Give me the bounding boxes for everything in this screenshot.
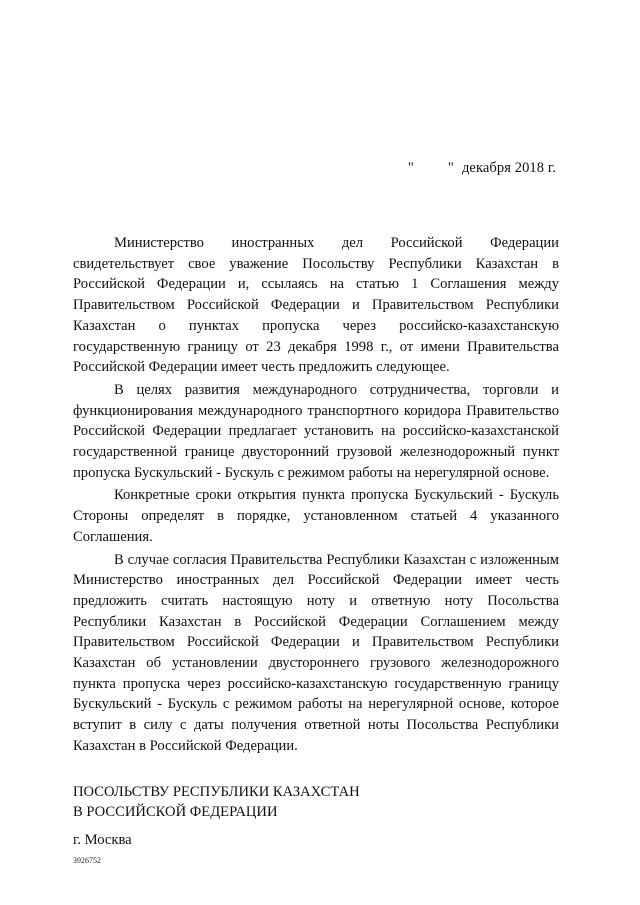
- letter-body: [73, 233, 559, 757]
- paragraph-2: В целях развития международного сотрудничества, торговли и функционирования международного транспортного коридора Правительство Российской Федерации предлагает установить на российско-казахстанской государственной границе двусторонний грузовой железнодорожный пункт пропуска Бускульский - Бускуль с режимом работы на нерегулярной основе.: [73, 381, 559, 481]
- date-quote-close: ": [447, 160, 454, 176]
- addressee-block: [73, 782, 360, 822]
- paragraph-4: В случае согласия Правительства Республики Казахстан с изложенным Министерство иностранных дел Российской Федерации имеет честь предложить считать настоящую ноту и ответную ноту Посольства Республики Казахстан в Российской Федерации Соглашением между Правительством Российской Федерации и Правительством Республики Казахстан об установлении двустороннего грузового железнодорожного пункта пропуска через российско-казахстанскую государственную границу Бускульский - Бускуль с режимом работы на нерегулярной основе, которое вступит в силу с даты получения ответной ноты Посольства Республики Казахстан в Российской Федерации.: [73, 551, 559, 754]
- paragraph-3: Конкретные сроки открытия пункта пропуска Бускульский - Бускуль Стороны определят в порядке, установленном статьей 4 указанного Соглашения.: [73, 487, 559, 545]
- date-quote-open: ": [407, 160, 414, 176]
- addressee-line-1: ПОСОЛЬСТВУ РЕСПУБЛИКИ КАЗАХСТАН: [73, 784, 360, 800]
- document-number: 3926752: [73, 856, 101, 865]
- city-label: г. Москва: [73, 832, 132, 848]
- paragraph-1: Министерство иностранных дел Российской Федерации свидетельствует свое уважение Посольству Республики Казахстан в Российской Федерации и, ссылаясь на статью 1 Соглашения между Правительством Российской Федерации и Правительством Республики Казахстан о пунктах пропуска через российско-казахстанскую государственную границу от 23 декабря 1998 г., от имени Правительства Российской Федерации имеет честь предложить следующее.: [73, 235, 559, 376]
- letter-date: [408, 160, 556, 177]
- addressee-line-2: В РОССИЙСКОЙ ФЕДЕРАЦИИ: [73, 804, 278, 820]
- date-text: декабря 2018 г.: [461, 160, 556, 176]
